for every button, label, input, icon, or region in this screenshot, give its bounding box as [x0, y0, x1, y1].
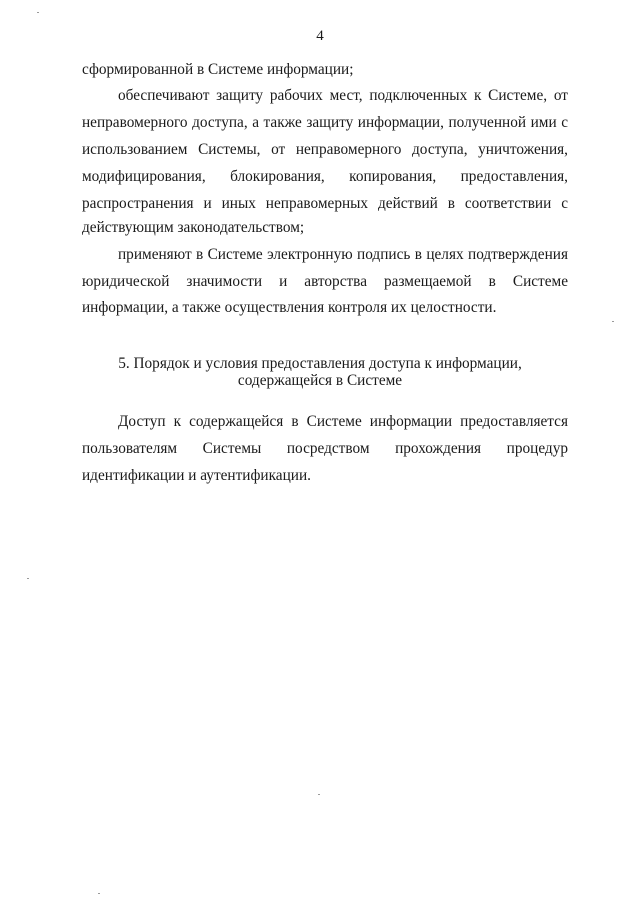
paragraph-2-line-2: неправомерного доступа, а также защиту информации, полученной ими с: [82, 114, 568, 131]
paragraph-2-line-3: использованием Системы, от неправомерного доступа, уничтожения,: [82, 141, 568, 158]
section-5-heading-line-2: содержащейся в Системе: [237, 372, 403, 389]
paragraph-3-line-2: юридической значимости и авторства размещаемой в Системе: [82, 273, 568, 290]
section-5-paragraph-line-3: идентификации и аутентификации.: [82, 467, 311, 484]
section-5-paragraph-line-1: Доступ к содержащейся в Системе информации предоставляется: [118, 413, 568, 430]
paragraph-2-line-6: действующим законодательством;: [82, 219, 305, 236]
paragraph-3-line-3: информации, а также осуществления контроля их целостности.: [82, 299, 497, 316]
paragraph-2-line-4: модифицирования, блокирования, копирования, предоставления,: [82, 168, 568, 185]
paragraph-3-line-1: применяют в Системе электронную подпись в целях подтверждения: [118, 246, 568, 263]
scan-speck: [98, 893, 100, 894]
paragraph-2-line-5: распространения и иных неправомерных действий в соответствии с: [82, 195, 568, 212]
section-5-paragraph-line-2: пользователям Системы посредством прохождения процедур: [82, 440, 568, 457]
paragraph-1-line-1: сформированной в Системе информации;: [82, 61, 354, 78]
page-number: 4: [316, 28, 324, 44]
scan-speck: [27, 578, 29, 579]
scan-speck: [318, 794, 320, 795]
scan-speck: [612, 321, 614, 322]
scan-speck: [37, 12, 39, 13]
section-5-heading-line-1: 5. Порядок и условия предоставления доступа к информации,: [118, 355, 522, 372]
paragraph-2-line-1: обеспечивают защиту рабочих мест, подключенных к Системе, от: [118, 87, 568, 104]
